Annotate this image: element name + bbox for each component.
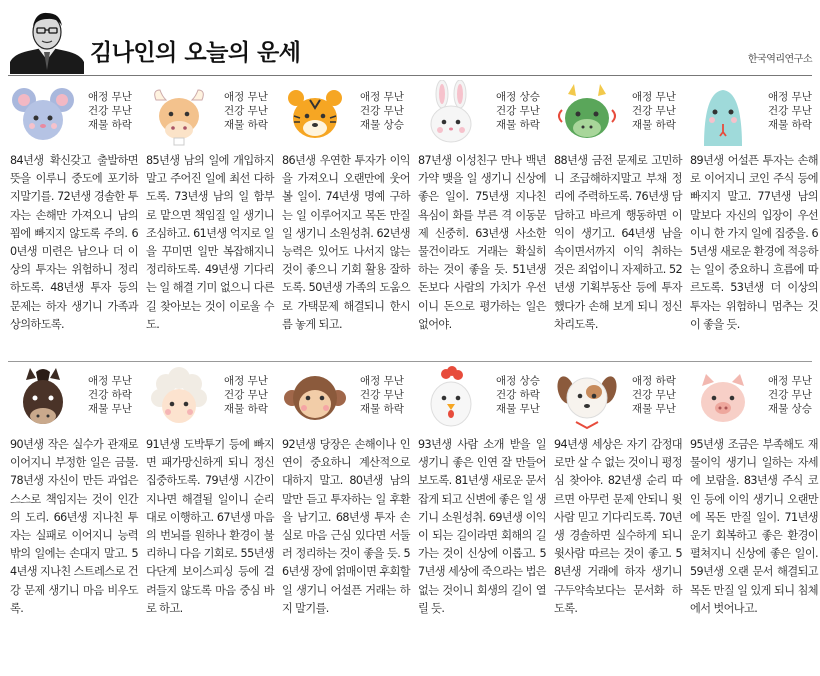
sheep-icon	[146, 364, 212, 436]
fortune-love: 애정 무난	[88, 91, 132, 103]
monkey-icon	[282, 364, 348, 436]
fortune-love: 애정 무난	[768, 375, 812, 387]
fortune-text: 95년생 조금은 부족해도 재물이익 생기니 일하는 자세에 보람을. 83년생 주식 코인 등에 이익 생기니 오랜만에 목돈 만질 일이. 71년생 운기 회복하고 좋은 환경이 펼쳐지니 신상에 좋은 일이. 59년생 오랜 문서 해결되고 목돈 만질 일 있게 되니 침체에서 벗어나고.	[690, 438, 818, 615]
fortune-love: 애정 무난	[224, 91, 268, 103]
fortune-list	[624, 90, 684, 132]
fortune-love: 애정 무난	[768, 91, 812, 103]
fortune-text: 85년생 남의 일에 개입하지 말고 주어진 일에 최선 다하도록. 73년생 남의 일 함부로 맡으면 책임질 일 생기니 조심하고. 61년생 억지로 일을 꾸미면 일만 복잡해지니 정리하도록. 49년생 기다리는 일 해결 기미 없으니 다른 길 찾아보는 것이 이로울 수도.	[146, 154, 274, 331]
fortune-list	[352, 374, 412, 416]
fortune-text: 86년생 우연한 투자가 이익을 가져오니 오랜만에 웃어볼 일이. 74년생 명예 구하는 일 이루어지고 목돈 만질 일 생기니 소원성취. 62년생 능력은 있어도 나서지 않는 것이 좋으니 기회 활용 잘하도록. 50년생 가족의 도움으로 가택문제 해결되니 한시름 놓게 되고.	[282, 154, 410, 331]
fortune-text: 90년생 작은 실수가 관재로 이어지니 부정한 일은 금물. 78년생 자신이 만든 과업은 스스로 책임지는 것이 인간의 도리. 66년생 지나친 투자는 실패로 이어지니 능력 밖의 일에는 손대지 말고. 54년생 지나친 스트레스로 건강 문제 생기니 마음 비우도록.	[10, 438, 138, 615]
fortune-wealth: 재물 무난	[496, 403, 540, 415]
fortune-wealth: 재물 상승	[360, 119, 404, 131]
fortune-list	[216, 90, 276, 132]
fortune-love: 애정 무난	[224, 375, 268, 387]
fortune-wealth: 재물 하락	[224, 403, 268, 415]
fortune-wealth: 재물 무난	[632, 403, 676, 415]
pig-icon	[690, 364, 756, 436]
fortune-health: 건강 무난	[88, 105, 132, 117]
ox-icon	[146, 80, 212, 152]
fortune-text: 91년생 도박투기 등에 빠지면 패가망신하게 되니 정신 집중하도록. 79년생 시간이 지나면 해결될 일이니 순리대로 이행하고. 67년생 마음의 번뇌를 원하나 환경이 불리하니 다음 기회로. 55년생 다단계 보이스피싱 등에 걸려들지 않도록 마음 중심 바로 하고.	[146, 438, 274, 615]
fortune-health: 건강 무난	[768, 389, 812, 401]
rooster-icon	[418, 364, 484, 436]
dog-icon	[554, 364, 620, 436]
fortune-list	[216, 374, 276, 416]
fortune-text: 84년생 확신갖고 출발하면 뜻을 이루니 중도에 포기하지말기를. 72년생 경솔한 투자는 손해만 가져오니 남의 꾐에 빠지지 않도록 주의. 60년생 미련은 남으나 더 이상의 투자는 위험하니 정리하도록. 48년생 투자 등의 문제는 하자 생기니 가족과 상의하도록.	[10, 154, 138, 331]
fortune-list	[624, 374, 684, 416]
fortune-list	[760, 374, 820, 416]
columnist-portrait	[8, 8, 86, 74]
rabbit-icon	[418, 80, 484, 152]
dragon-icon	[554, 80, 620, 152]
fortune-list	[80, 90, 140, 132]
snake-icon	[690, 80, 756, 152]
publisher-credit: 한국역리연구소	[747, 54, 812, 65]
fortune-list	[80, 374, 140, 416]
horse-icon	[10, 364, 76, 436]
page-header	[0, 0, 820, 78]
fortune-love: 애정 하락	[632, 375, 676, 387]
fortune-text: 93년생 사람 소개 받을 일 생기니 좋은 인연 잘 만들어 보도록. 81년생 새로운 문서 잡게 되고 신변에 좋은 일 생기니 소원성취. 69년생 이익이 되는 길이라면 회해의 길 가는 것이 신상에 이롭고. 57년생 세상에 죽으라는 법은 없는 것이니 회생의 길이 열릴 듯.	[418, 438, 546, 615]
rat-icon	[10, 80, 76, 152]
fortune-list	[488, 90, 548, 132]
fortune-health: 건강 무난	[360, 105, 404, 117]
fortune-wealth: 재물 무난	[88, 403, 132, 415]
row-divider	[8, 361, 812, 362]
fortune-love: 애정 상승	[496, 375, 540, 387]
header-divider	[8, 75, 812, 76]
fortune-text: 92년생 당장은 손해이나 인연이 중요하니 계산적으로 대하지 말고. 80년생 남의 말만 듣고 투자하는 일 후환을 남기고. 68년생 투자 손실로 마음 근심 있다면 서둘러 정리하는 것이 좋을 듯. 56년생 장에 얽매이면 후회할 일 생기니 어설픈 거래는 하지 말기를.	[282, 438, 410, 615]
fortune-wealth: 재물 상승	[768, 403, 812, 415]
fortune-health: 건강 무난	[360, 389, 404, 401]
fortune-love: 애정 상승	[496, 91, 540, 103]
fortune-health: 건강 무난	[224, 389, 268, 401]
fortune-text: 87년생 이성친구 만나 백년가약 맺을 일 생기니 신상에 좋은 일이. 75년생 지나친 욕심이 화를 부른 격 이동문제 신중히. 63년생 사소한 물건이라도 거래는 확실히 하는 것이 좋을 듯. 51년생 돈보다 사람의 가치가 우선이니 돈으로 평가하는 일은 없어야.	[418, 154, 546, 331]
fortune-wealth: 재물 하락	[768, 119, 812, 131]
fortune-health: 건강 하락	[496, 389, 540, 401]
tiger-icon	[282, 80, 348, 152]
fortune-love: 애정 무난	[88, 375, 132, 387]
fortune-list	[760, 90, 820, 132]
fortune-health: 건강 무난	[632, 105, 676, 117]
fortune-love: 애정 무난	[360, 375, 404, 387]
fortune-list	[488, 374, 548, 416]
fortune-text: 94년생 세상은 자기 감정대로만 살 수 없는 것이니 평정심 찾아야. 82년생 순리 따르면 아무런 문제 안되니 윗사람 믿고 기다리도록. 70년생 경솔하면 실수하게 되니 윗사람 따르는 것이 좋고. 58년생 거래에 하자 생기니 구두약속보다는 문서화 하도록.	[554, 438, 682, 615]
fortune-wealth: 재물 하락	[360, 403, 404, 415]
fortune-health: 건강 무난	[632, 389, 676, 401]
fortune-health: 건강 무난	[224, 105, 268, 117]
fortune-health: 건강 무난	[496, 105, 540, 117]
fortune-text: 88년생 금전 문제로 고민하니 조급해하지말고 부채 정리에 주력하도록. 76년생 담담하고 바르게 행동하면 이익이 생기고. 64년생 남을 속이면서까지 이익 취하는 것은 죄업이니 자제하고. 52년생 기획부동산 등에 투자했다가 손해 보게 되니 정신 차리도록.	[554, 154, 682, 331]
fortune-list	[352, 90, 412, 132]
fortune-text: 89년생 어설픈 투자는 손해로 이어지니 코인 주식 등에 빠지지 말고. 77년생 남의 말보다 자신의 입장이 우선이니 한 가지 일에 집중을. 65년생 새로운 환경에 적응하는 일이 중요하니 흐름에 따르도록. 53년생 더 이상의 투자는 위험하니 멈추는 것이 좋을 듯.	[690, 154, 818, 331]
fortune-wealth: 재물 하락	[496, 119, 540, 131]
fortune-health: 건강 무난	[768, 105, 812, 117]
page-title: 김나인의 오늘의 운세	[90, 40, 301, 66]
fortune-wealth: 재물 하락	[88, 119, 132, 131]
fortune-health: 건강 하락	[88, 389, 132, 401]
fortune-love: 애정 무난	[632, 91, 676, 103]
fortune-wealth: 재물 하락	[224, 119, 268, 131]
fortune-wealth: 재물 하락	[632, 119, 676, 131]
fortune-love: 애정 무난	[360, 91, 404, 103]
